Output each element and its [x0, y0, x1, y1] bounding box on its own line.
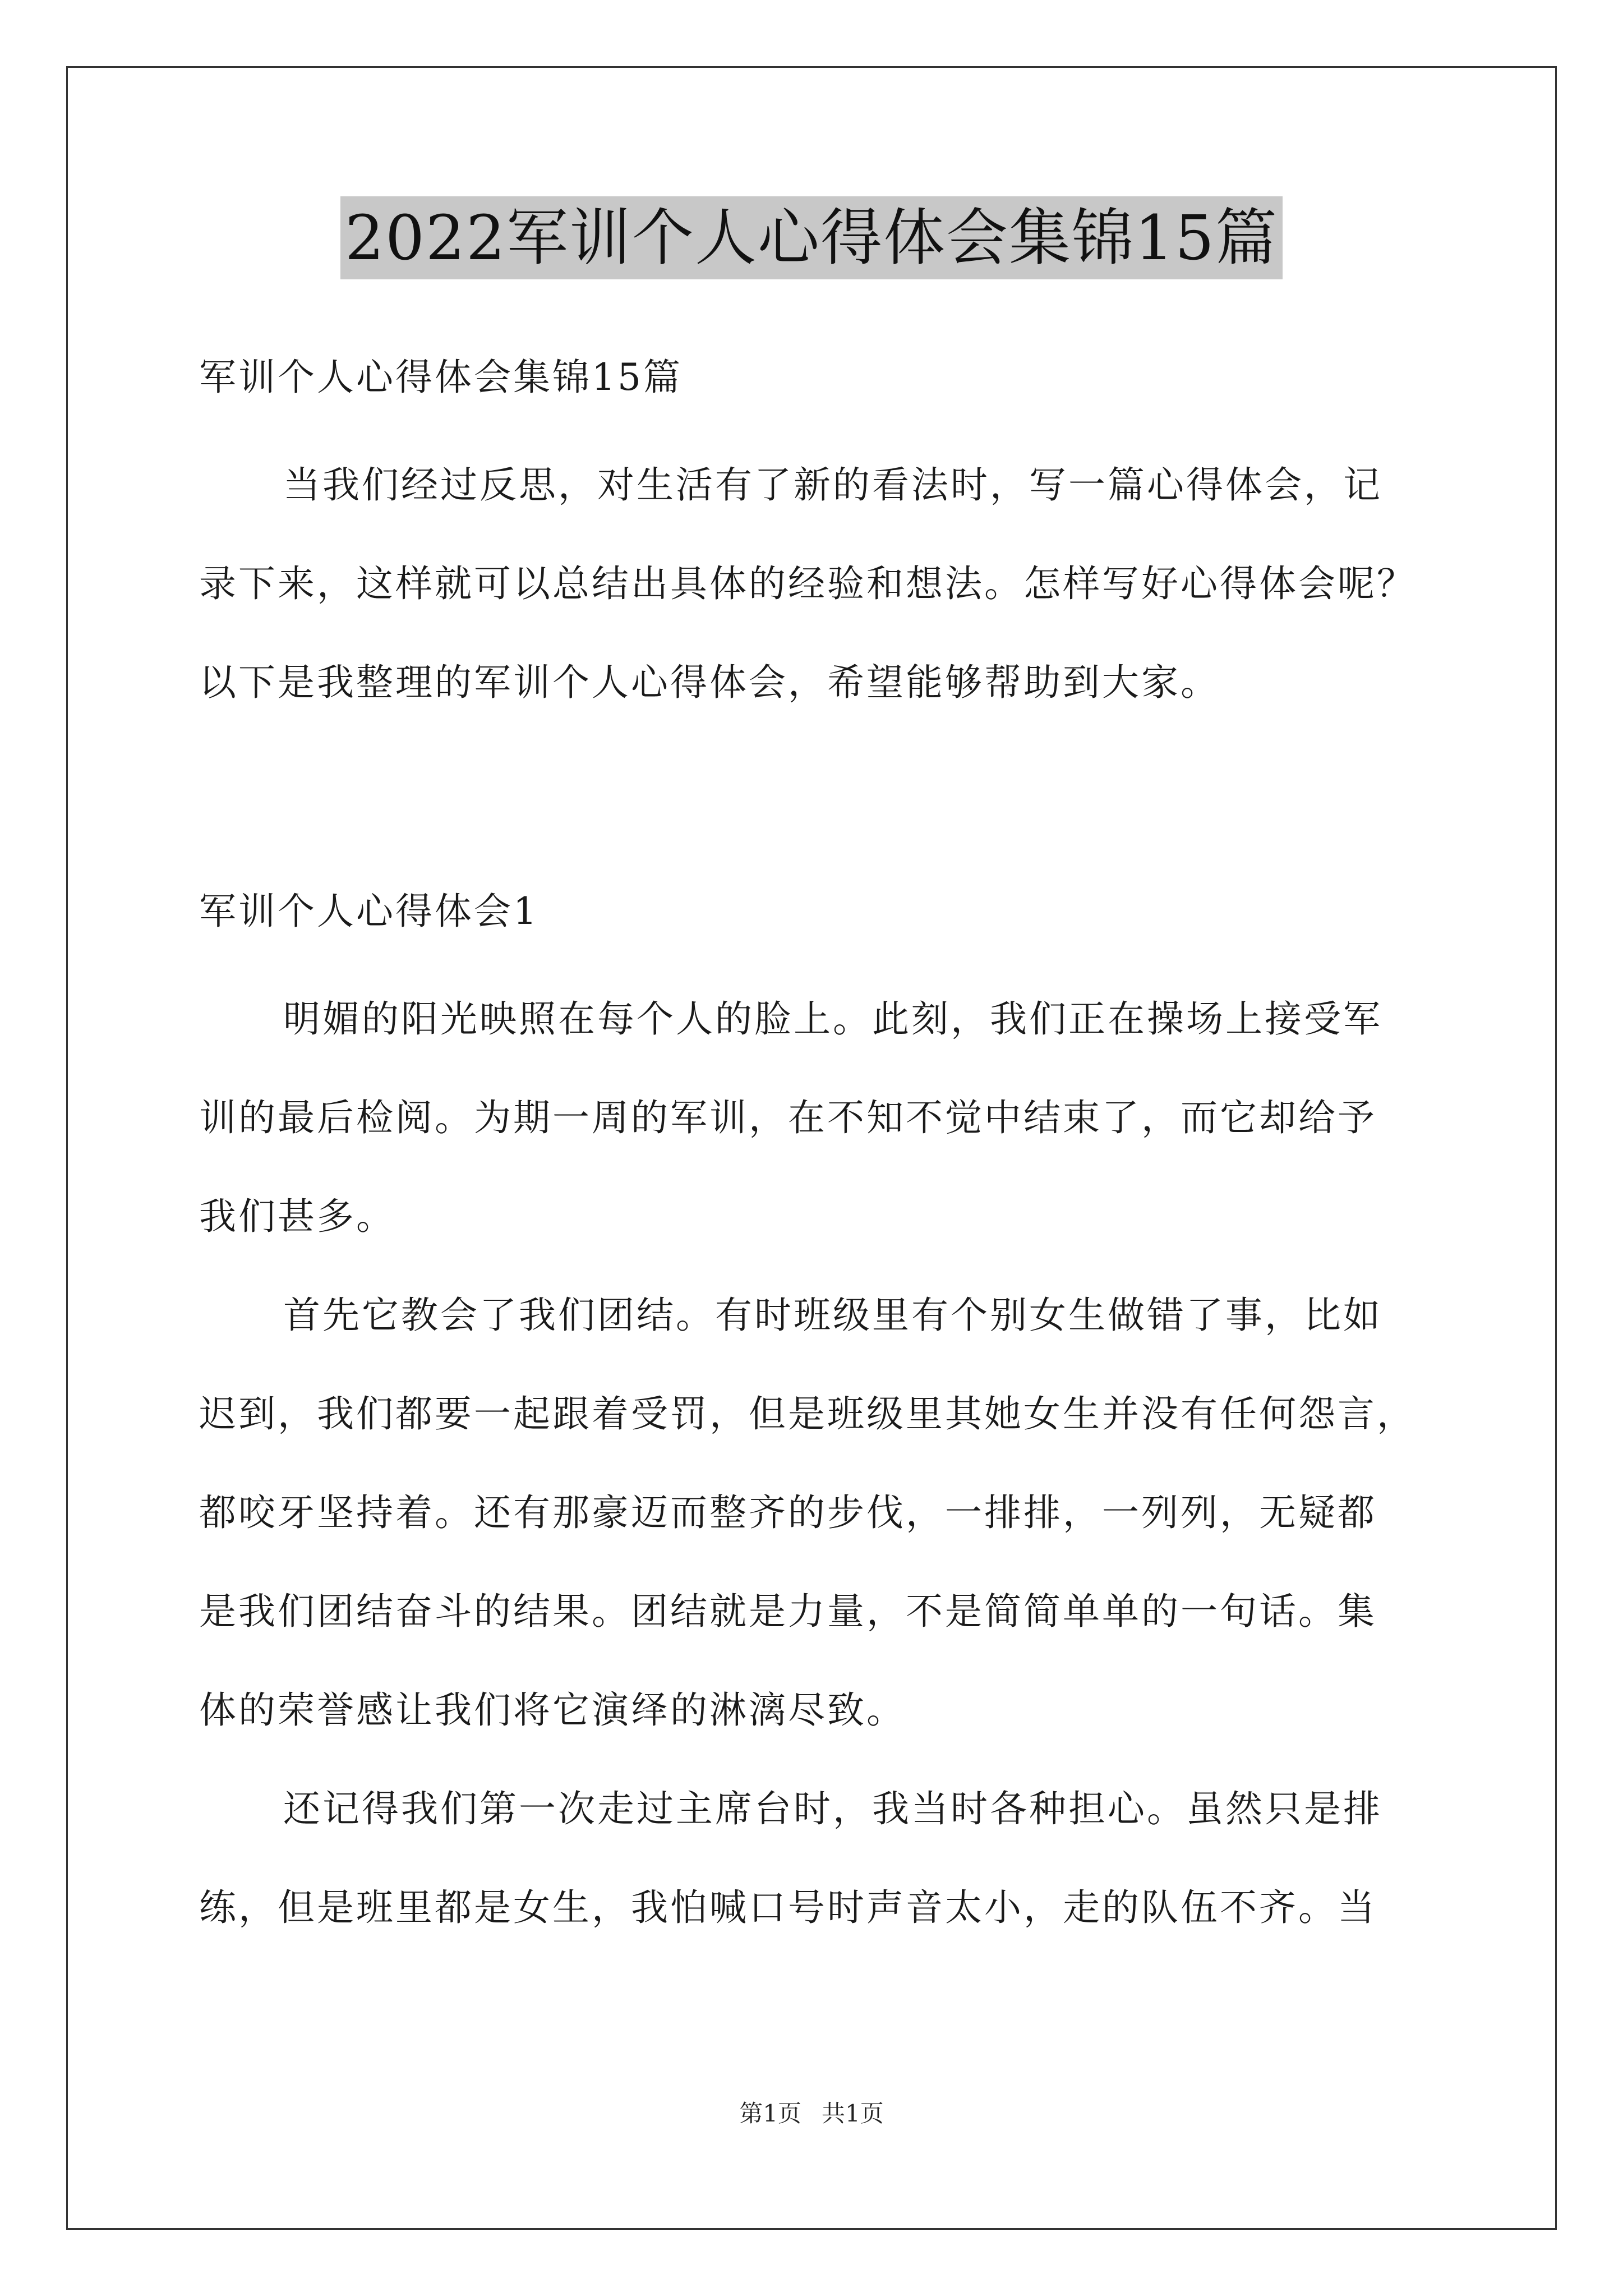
intro-line-1: 当我们经过反思，对生活有了新的看法时，写一篇心得体会，记 — [283, 463, 1382, 507]
paragraph-3-line-1: 还记得我们第一次走过主席台时，我当时各种担心。虽然只是排 — [283, 1787, 1382, 1830]
subtitle: 军训个人心得体会集锦15篇 — [199, 356, 683, 399]
paragraph-2-line-3: 都咬牙坚持着。还有那豪迈而整齐的步伐，一排排，一列列，无疑都 — [199, 1491, 1377, 1534]
paragraph-2-line-4: 是我们团结奋斗的结果。团结就是力量，不是简简单单的一句话。集 — [199, 1590, 1377, 1633]
paragraph-2-line-2: 迟到，我们都要一起跟着受罚，但是班级里其她女生并没有任何怨言， — [199, 1392, 1416, 1435]
title-container — [0, 196, 1623, 279]
document-title: 2022军训个人心得体会集锦15篇 — [340, 196, 1283, 279]
paragraph-2-line-1: 首先它教会了我们团结。有时班级里有个别女生做错了事，比如 — [283, 1294, 1382, 1337]
paragraph-1-line-2: 训的最后检阅。为期一周的军训，在不知不觉中结束了，而它却给予 — [199, 1096, 1377, 1139]
intro-line-3: 以下是我整理的军训个人心得体会，希望能够帮助到大家。 — [199, 661, 1220, 704]
paragraph-1-line-3: 我们甚多。 — [199, 1195, 395, 1238]
intro-line-2: 录下来，这样就可以总结出具体的经验和想法。怎样写好心得体会呢？ — [199, 562, 1416, 605]
paragraph-3-line-2: 练，但是班里都是女生，我怕喊口号时声音太小，走的队伍不齐。当 — [199, 1886, 1377, 1929]
page-total: 共1页 — [822, 2100, 884, 2127]
page-footer — [0, 2098, 1623, 2129]
paragraph-2-line-5: 体的荣誉感让我们将它演绎的淋漓尽致。 — [199, 1688, 906, 1732]
paragraph-1-line-1: 明媚的阳光映照在每个人的脸上。此刻，我们正在操场上接受军 — [283, 997, 1382, 1041]
section-heading: 军训个人心得体会1 — [199, 890, 539, 933]
page-number: 第1页 — [739, 2100, 801, 2127]
